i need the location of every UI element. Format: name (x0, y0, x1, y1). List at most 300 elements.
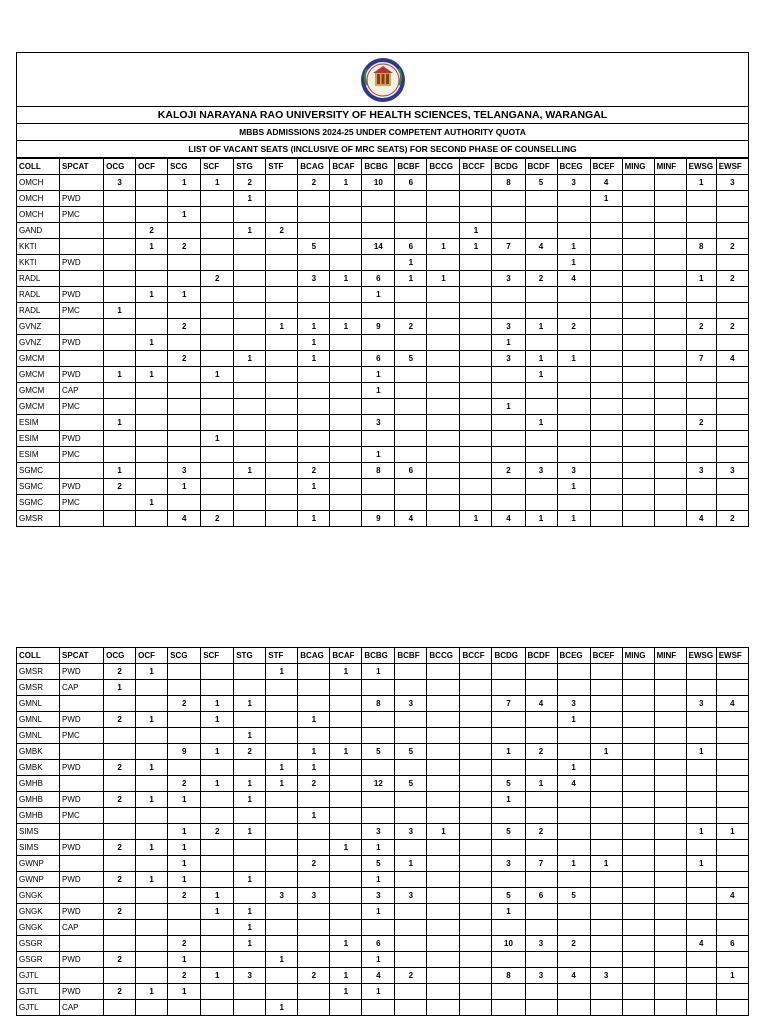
seat-count-cell (460, 968, 492, 984)
seat-count-cell: 1 (234, 463, 266, 479)
seat-count-cell (427, 744, 460, 760)
seat-count-cell (686, 776, 716, 792)
seat-count-cell: 1 (136, 760, 168, 776)
seat-count-cell (201, 399, 234, 415)
table-row (17, 239, 749, 255)
seat-count-cell (557, 191, 590, 207)
seat-count-cell (654, 431, 686, 447)
seat-count-cell: 2 (298, 175, 330, 191)
seat-count-cell (330, 696, 362, 712)
seat-count-cell (362, 808, 395, 824)
seat-count-cell (136, 303, 168, 319)
seat-count-cell (168, 431, 201, 447)
seat-count-cell: 1 (298, 808, 330, 824)
seat-count-cell (654, 984, 686, 1000)
seat-count-cell (654, 239, 686, 255)
seat-count-cell (686, 792, 716, 808)
college-cell: GJTL (17, 984, 60, 1000)
seat-count-cell (298, 680, 330, 696)
seat-count-cell: 1 (298, 319, 330, 335)
seat-count-cell (590, 760, 622, 776)
seat-count-cell (716, 808, 748, 824)
seat-count-cell (201, 808, 234, 824)
college-cell: SGMC (17, 479, 60, 495)
seat-count-cell (492, 367, 525, 383)
seat-count-cell: 1 (590, 191, 622, 207)
seat-count-cell (492, 479, 525, 495)
table-row (17, 760, 749, 776)
seat-count-cell (104, 191, 136, 207)
seat-count-cell: 7 (492, 239, 525, 255)
seat-count-cell: 1 (362, 840, 395, 856)
seat-count-cell (330, 367, 362, 383)
seat-count-cell (622, 936, 654, 952)
seat-count-cell: 1 (201, 904, 234, 920)
seat-count-cell: 6 (716, 936, 748, 952)
seat-count-cell (686, 808, 716, 824)
seat-count-cell (427, 287, 460, 303)
seat-count-cell (622, 680, 654, 696)
spcat-cell: PWD (60, 367, 104, 383)
seat-count-cell (492, 712, 525, 728)
seat-count-cell (362, 1000, 395, 1016)
column-header-bccf: BCCF (460, 648, 492, 664)
spcat-cell (60, 968, 104, 984)
seat-count-cell: 1 (234, 776, 266, 792)
college-cell: GMCM (17, 351, 60, 367)
seat-count-cell: 2 (104, 984, 136, 1000)
seat-count-cell (427, 383, 460, 399)
seat-count-cell (716, 952, 748, 968)
seat-count-cell (266, 495, 298, 511)
seat-count-cell (622, 664, 654, 680)
spcat-cell: CAP (60, 1000, 104, 1016)
seat-count-cell: 7 (492, 696, 525, 712)
seat-count-cell: 1 (104, 415, 136, 431)
seat-count-cell (330, 255, 362, 271)
college-cell: ESIM (17, 447, 60, 463)
seat-count-cell (330, 511, 362, 527)
seat-count-cell: 2 (168, 776, 201, 792)
seat-count-cell: 7 (686, 351, 716, 367)
seat-count-cell (298, 191, 330, 207)
seat-count-cell (234, 415, 266, 431)
seat-count-cell (266, 792, 298, 808)
seat-count-cell: 9 (168, 744, 201, 760)
seat-count-cell: 3 (362, 415, 395, 431)
seat-count-cell (590, 239, 622, 255)
seat-count-cell: 1 (136, 335, 168, 351)
seat-count-cell: 3 (168, 463, 201, 479)
seat-count-cell (104, 319, 136, 335)
college-cell: GMHB (17, 776, 60, 792)
seat-count-cell (460, 840, 492, 856)
seat-count-cell (136, 175, 168, 191)
seat-count-cell: 5 (492, 824, 525, 840)
seat-count-cell: 4 (525, 239, 557, 255)
seat-count-cell: 1 (330, 744, 362, 760)
seat-count-cell (298, 952, 330, 968)
seat-count-cell (266, 680, 298, 696)
seat-count-cell (460, 856, 492, 872)
seat-count-cell: 1 (136, 287, 168, 303)
seat-count-cell (557, 792, 590, 808)
seat-count-cell (168, 1000, 201, 1016)
seat-count-cell: 5 (362, 856, 395, 872)
seat-count-cell: 6 (362, 271, 395, 287)
seat-count-cell (622, 351, 654, 367)
spcat-cell: PWD (60, 840, 104, 856)
seat-count-cell: 7 (525, 856, 557, 872)
seat-count-cell (557, 415, 590, 431)
seat-count-cell: 4 (525, 696, 557, 712)
seat-count-cell: 1 (557, 712, 590, 728)
seat-count-cell (427, 479, 460, 495)
seat-count-cell (395, 191, 427, 207)
seat-count-cell (654, 760, 686, 776)
seat-count-cell (590, 904, 622, 920)
seat-count-cell (460, 872, 492, 888)
seat-count-cell (654, 936, 686, 952)
seat-count-cell: 4 (590, 175, 622, 191)
seat-count-cell: 1 (298, 712, 330, 728)
seat-count-cell: 2 (298, 856, 330, 872)
spcat-cell (60, 856, 104, 872)
seat-count-cell (686, 1000, 716, 1016)
seat-count-cell: 3 (362, 824, 395, 840)
seat-count-cell (525, 431, 557, 447)
seat-count-cell (234, 984, 266, 1000)
seat-count-cell: 2 (168, 351, 201, 367)
seat-count-cell (590, 952, 622, 968)
seat-count-cell (234, 287, 266, 303)
seat-count-cell (201, 383, 234, 399)
seat-count-cell (395, 431, 427, 447)
college-cell: RADL (17, 271, 60, 287)
seat-count-cell (590, 840, 622, 856)
seat-count-cell (557, 287, 590, 303)
seat-count-cell (395, 952, 427, 968)
seat-count-cell: 2 (104, 840, 136, 856)
seat-count-cell (525, 303, 557, 319)
seat-count-cell (492, 872, 525, 888)
seat-count-cell (654, 744, 686, 760)
seat-count-cell (525, 495, 557, 511)
table-row (17, 1000, 749, 1016)
seat-count-cell (201, 255, 234, 271)
seat-count-cell (492, 984, 525, 1000)
seat-count-cell (298, 399, 330, 415)
seat-count-cell (266, 335, 298, 351)
seat-count-cell: 3 (716, 463, 748, 479)
seat-count-cell (330, 431, 362, 447)
seat-count-cell (460, 984, 492, 1000)
seat-count-cell (234, 664, 266, 680)
seat-count-cell (266, 383, 298, 399)
seat-count-cell (362, 191, 395, 207)
table-row (17, 936, 749, 952)
seat-count-cell: 5 (492, 776, 525, 792)
seat-count-cell (298, 431, 330, 447)
seat-count-cell (557, 872, 590, 888)
seat-count-cell: 1 (330, 968, 362, 984)
table-row (17, 511, 749, 527)
seat-count-cell (525, 728, 557, 744)
seat-count-cell (622, 383, 654, 399)
seat-count-cell (686, 447, 716, 463)
seat-count-cell (427, 888, 460, 904)
seat-count-cell: 1 (234, 872, 266, 888)
seat-count-cell (590, 383, 622, 399)
seat-count-cell (298, 303, 330, 319)
seat-count-cell (654, 447, 686, 463)
seat-count-cell (395, 760, 427, 776)
college-cell: ESIM (17, 415, 60, 431)
seat-count-cell (234, 712, 266, 728)
seat-count-cell (716, 479, 748, 495)
seat-count-cell (234, 479, 266, 495)
seat-count-cell (590, 271, 622, 287)
spcat-cell: PWD (60, 431, 104, 447)
seat-count-cell (716, 303, 748, 319)
seat-count-cell (104, 744, 136, 760)
seat-count-cell (686, 303, 716, 319)
seat-count-cell (266, 175, 298, 191)
seat-count-cell: 1 (266, 776, 298, 792)
seat-count-cell: 3 (492, 351, 525, 367)
seat-count-cell (460, 776, 492, 792)
table-row (17, 712, 749, 728)
college-cell: GMHB (17, 808, 60, 824)
spcat-cell (60, 824, 104, 840)
table-row (17, 984, 749, 1000)
seat-count-cell (201, 920, 234, 936)
seat-count-cell (686, 287, 716, 303)
seat-count-cell (622, 335, 654, 351)
seat-count-cell (460, 760, 492, 776)
seat-count-cell: 1 (492, 399, 525, 415)
seat-count-cell: 4 (686, 511, 716, 527)
college-cell: GMSR (17, 664, 60, 680)
seat-count-cell (298, 287, 330, 303)
seat-count-cell (427, 1000, 460, 1016)
seat-count-cell: 2 (201, 511, 234, 527)
column-header-ocg: OCG (104, 159, 136, 175)
seat-count-cell (168, 223, 201, 239)
seat-count-cell: 3 (298, 271, 330, 287)
seat-count-cell (298, 984, 330, 1000)
spcat-cell (60, 511, 104, 527)
seat-count-cell (298, 223, 330, 239)
seat-count-cell (330, 463, 362, 479)
seat-count-cell (622, 952, 654, 968)
seat-count-cell (395, 479, 427, 495)
seat-count-cell: 2 (104, 792, 136, 808)
seat-count-cell (266, 936, 298, 952)
seat-count-cell (654, 383, 686, 399)
seat-count-cell (654, 840, 686, 856)
column-header-bcaf: BCAF (330, 159, 362, 175)
seat-count-cell (622, 872, 654, 888)
seat-count-cell: 2 (104, 479, 136, 495)
seat-count-cell (525, 904, 557, 920)
seat-count-cell: 2 (234, 744, 266, 760)
seat-count-cell (654, 952, 686, 968)
table-row (17, 904, 749, 920)
seat-count-cell (492, 255, 525, 271)
seat-count-cell (686, 383, 716, 399)
seat-count-cell (590, 712, 622, 728)
table-row (17, 271, 749, 287)
seat-count-cell (136, 824, 168, 840)
seat-count-cell (330, 792, 362, 808)
seat-count-cell (492, 920, 525, 936)
seat-count-cell (590, 447, 622, 463)
column-header-scg: SCG (168, 648, 201, 664)
table-row (17, 888, 749, 904)
seat-count-cell: 3 (266, 888, 298, 904)
table-header-row (17, 159, 749, 175)
seat-count-cell (427, 792, 460, 808)
seat-count-cell: 2 (716, 239, 748, 255)
table-row (17, 175, 749, 191)
seat-count-cell (136, 744, 168, 760)
seat-count-cell: 1 (716, 968, 748, 984)
seat-count-cell: 2 (201, 271, 234, 287)
seat-count-cell (395, 984, 427, 1000)
admissions-subtitle: MBBS ADMISSIONS 2024-25 UNDER COMPETENT AUTHORITY QUOTA (17, 124, 748, 141)
seat-count-cell (557, 335, 590, 351)
college-cell: GJTL (17, 1000, 60, 1016)
seat-count-cell (266, 968, 298, 984)
seat-count-cell (460, 744, 492, 760)
seat-count-cell (525, 952, 557, 968)
seat-count-cell (654, 808, 686, 824)
seat-count-cell (590, 936, 622, 952)
seat-count-cell: 1 (136, 984, 168, 1000)
seat-count-cell (460, 191, 492, 207)
university-title: KALOJI NARAYANA RAO UNIVERSITY OF HEALTH SCIENCES, TELANGANA, WARANGAL (17, 107, 748, 124)
column-header-bcef: BCEF (590, 648, 622, 664)
seat-count-cell: 1 (492, 904, 525, 920)
seat-count-cell: 2 (104, 712, 136, 728)
seat-count-cell (622, 728, 654, 744)
seat-count-cell (654, 367, 686, 383)
seat-count-cell (104, 239, 136, 255)
seat-count-cell (234, 760, 266, 776)
seat-count-cell (201, 760, 234, 776)
seat-count-cell (104, 888, 136, 904)
seat-count-cell (136, 728, 168, 744)
seat-count-cell: 1 (168, 792, 201, 808)
vacant-seats-table-1 (16, 158, 749, 527)
seat-count-cell (525, 808, 557, 824)
spcat-cell (60, 223, 104, 239)
seat-count-cell (590, 776, 622, 792)
seat-count-cell (330, 383, 362, 399)
seat-count-cell (460, 383, 492, 399)
seat-count-cell: 1 (590, 856, 622, 872)
seat-count-cell: 1 (201, 712, 234, 728)
seat-count-cell (168, 447, 201, 463)
seat-count-cell (716, 920, 748, 936)
seat-count-cell (460, 335, 492, 351)
seat-count-cell (590, 319, 622, 335)
seat-count-cell (686, 920, 716, 936)
spcat-cell: PWD (60, 335, 104, 351)
spcat-cell (60, 271, 104, 287)
seat-count-cell: 1 (362, 904, 395, 920)
seat-count-cell (525, 447, 557, 463)
seat-count-cell (590, 728, 622, 744)
seat-count-cell: 2 (395, 319, 427, 335)
seat-count-cell (330, 207, 362, 223)
seat-count-cell (104, 776, 136, 792)
seat-count-cell: 6 (362, 936, 395, 952)
seat-count-cell (427, 728, 460, 744)
spcat-cell: PWD (60, 760, 104, 776)
seat-count-cell (460, 920, 492, 936)
seat-count-cell (525, 872, 557, 888)
seat-count-cell (427, 872, 460, 888)
seat-count-cell (330, 223, 362, 239)
seat-count-cell (622, 303, 654, 319)
table-row (17, 952, 749, 968)
seat-count-cell (622, 968, 654, 984)
seat-count-cell: 3 (395, 696, 427, 712)
seat-count-cell (330, 303, 362, 319)
seat-count-cell: 1 (234, 936, 266, 952)
seat-count-cell: 1 (104, 367, 136, 383)
seat-count-cell (590, 792, 622, 808)
seat-count-cell: 1 (557, 479, 590, 495)
seat-count-cell (716, 984, 748, 1000)
seat-count-cell: 2 (104, 664, 136, 680)
seat-count-cell (622, 824, 654, 840)
table-row (17, 872, 749, 888)
seat-count-cell (298, 904, 330, 920)
seat-count-cell (201, 191, 234, 207)
seat-count-cell: 10 (362, 175, 395, 191)
seat-count-cell (266, 415, 298, 431)
seat-count-cell (654, 351, 686, 367)
seat-count-cell: 14 (362, 239, 395, 255)
seat-count-cell (298, 255, 330, 271)
column-header-ming: MING (622, 648, 654, 664)
seat-count-cell (330, 1000, 362, 1016)
seat-count-cell (234, 431, 266, 447)
seat-count-cell: 1 (460, 511, 492, 527)
seat-count-cell (395, 335, 427, 351)
table-row (17, 664, 749, 680)
seat-count-cell (136, 696, 168, 712)
seat-count-cell (427, 303, 460, 319)
seat-count-cell (590, 415, 622, 431)
seat-count-cell (686, 968, 716, 984)
seat-count-cell (654, 712, 686, 728)
seat-count-cell (590, 696, 622, 712)
seat-count-cell (298, 447, 330, 463)
seat-count-cell (460, 1000, 492, 1016)
seat-count-cell (136, 383, 168, 399)
spcat-cell (60, 319, 104, 335)
college-cell: GMNL (17, 712, 60, 728)
seat-count-cell (104, 856, 136, 872)
seat-count-cell (104, 271, 136, 287)
seat-count-cell (460, 447, 492, 463)
seat-count-cell (266, 872, 298, 888)
spcat-cell: PWD (60, 712, 104, 728)
